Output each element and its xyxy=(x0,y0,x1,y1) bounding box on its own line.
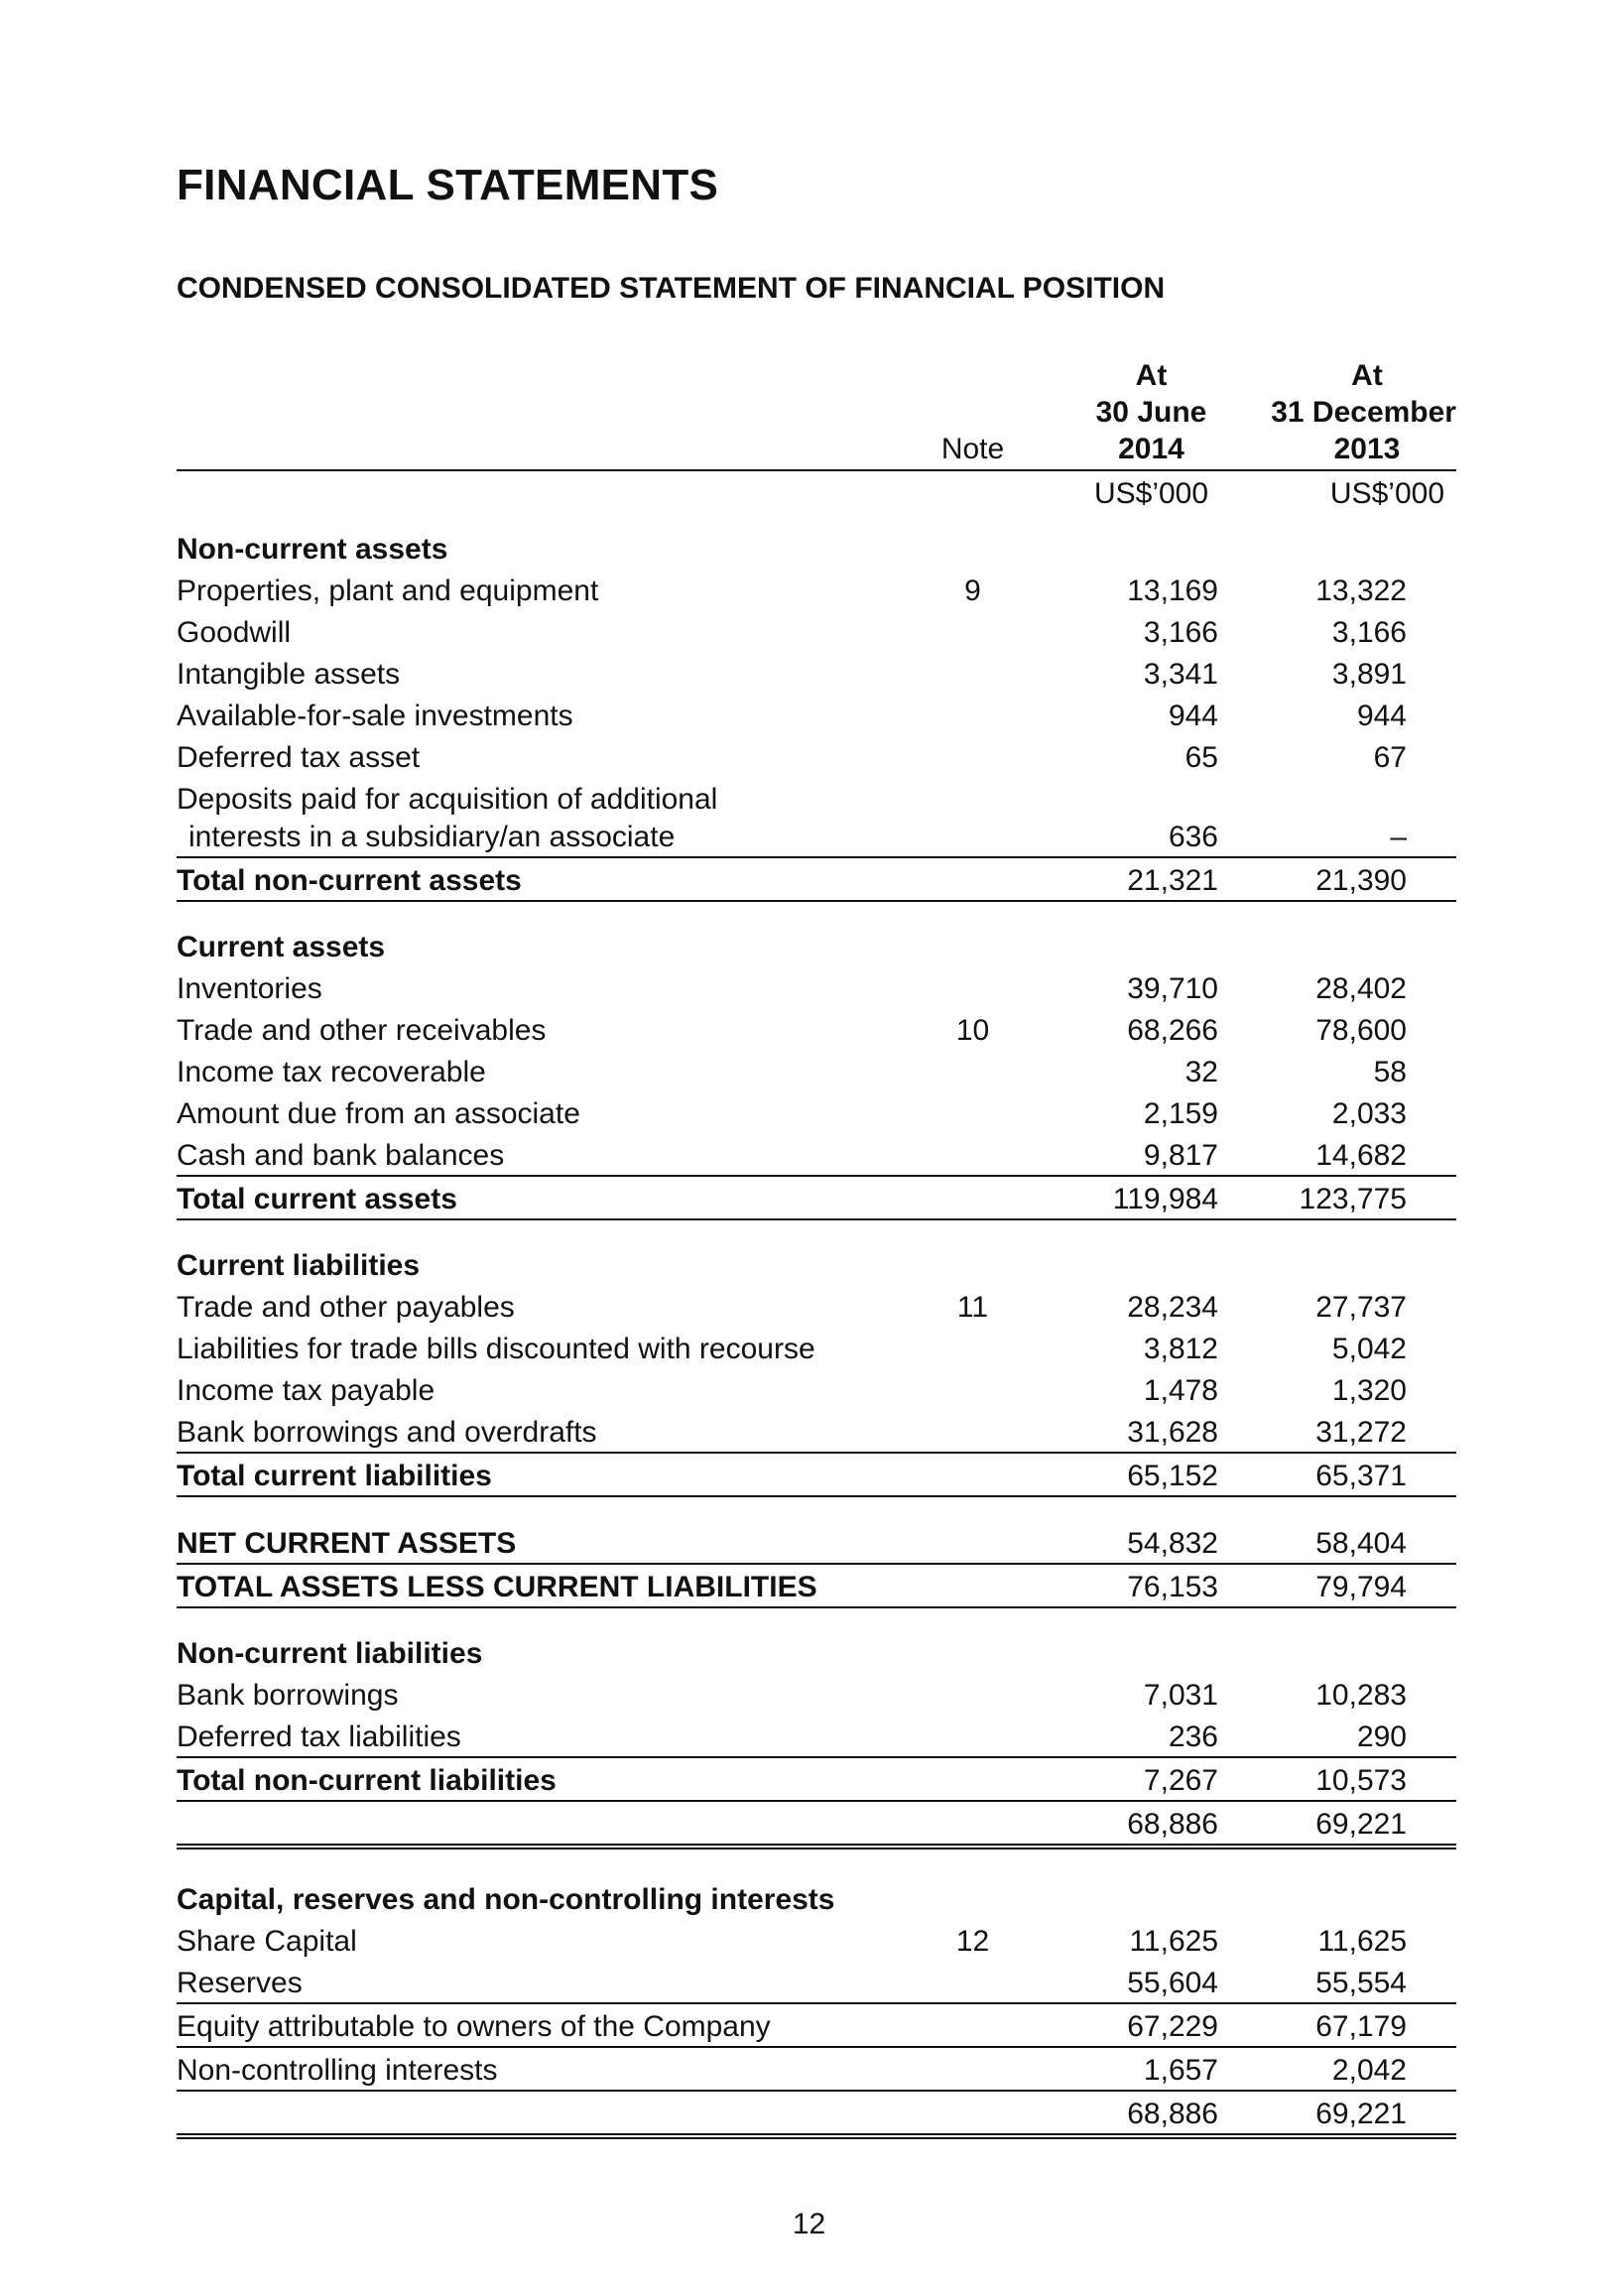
table-row: Deposits paid for acquisition of additional interests in a subsidiary/an associate 636 – xyxy=(177,777,1456,857)
statement-page xyxy=(177,159,1456,2130)
column-header-2014 xyxy=(1055,357,1248,470)
col2-line3: 2013 xyxy=(1333,433,1401,465)
table-row: Share Capital 12 11,625 11,625 xyxy=(177,1925,1407,1958)
table-row: Income tax recoverable 32 58 xyxy=(177,1056,1407,1088)
table-row: Deferred tax liabilities 236 290 xyxy=(177,1721,1407,1753)
col2-line1: At xyxy=(1351,359,1383,392)
table-row: Bank borrowings and overdrafts 31,628 31,272 xyxy=(177,1416,1407,1449)
unit-2013: US$’000 xyxy=(1329,477,1444,510)
section-heading: Non-current assets xyxy=(177,533,448,566)
col2-line2: 31 December xyxy=(1271,396,1456,429)
table-row: Non-controlling interests 1,657 2,042 xyxy=(177,2047,1456,2091)
table-row: Available-for-sale investments 944 944 xyxy=(177,700,1407,732)
table-row: Cash and bank balances 9,817 14,682 xyxy=(177,1139,1407,1172)
table-row: Amount due from an associate 2,159 2,033 xyxy=(177,1097,1407,1130)
total-equity-row: 68,886 69,221 xyxy=(177,2091,1456,2136)
col1-line2: 30 June xyxy=(1095,396,1207,429)
statement-title: CONDENSED CONSOLIDATED STATEMENT OF FINANCIAL POSITION xyxy=(177,272,1166,305)
total-assets-less-cl-row: TOTAL ASSETS LESS CURRENT LIABILITIES 76,153 79,794 xyxy=(177,1564,1456,1607)
unit-2014: US$’000 xyxy=(1093,477,1209,510)
financial-position-table xyxy=(177,357,1456,2139)
row-label-line1: Deposits paid for acquisition of additional xyxy=(177,783,718,816)
table-row: Properties, plant and equipment 9 13,169 13,322 xyxy=(177,574,1407,607)
table-row: Equity attributable to owners of the Company 67,229 67,179 xyxy=(177,2003,1456,2047)
note-column-header: Note xyxy=(891,357,1055,470)
table-row: Reserves 55,604 55,554 xyxy=(177,1961,1456,2003)
section-heading: Capital, reserves and non-controlling interests xyxy=(177,1883,835,1916)
table-row: Trade and other payables 11 28,234 27,737 xyxy=(177,1291,1407,1324)
section-heading: Current assets xyxy=(177,931,386,963)
table-row: Bank borrowings 7,031 10,283 xyxy=(177,1679,1407,1712)
table-row: Goodwill 3,166 3,166 xyxy=(177,616,1407,649)
section-heading: Non-current liabilities xyxy=(177,1637,483,1670)
column-header-2013 xyxy=(1248,357,1456,470)
net-current-assets-row: NET CURRENT ASSETS 54,832 58,404 xyxy=(177,1496,1456,1564)
table-row: Trade and other receivables 10 68,266 78,600 xyxy=(177,1014,1407,1047)
row-label-line2: interests in a subsidiary/an associate xyxy=(188,821,676,853)
table-row: Deferred tax asset 65 67 xyxy=(177,741,1407,774)
total-row: Total non-current liabilities 7,267 10,573 xyxy=(177,1757,1456,1801)
total-row: Total current liabilities 65,152 65,371 xyxy=(177,1453,1456,1496)
total-row: Total non-current assets 21,321 21,390 xyxy=(177,857,1456,901)
net-assets-row: 68,886 69,221 xyxy=(177,1801,1456,1847)
table-row: Inventories 39,710 28,402 xyxy=(177,972,1407,1005)
header-label-cell xyxy=(177,357,891,470)
unit-row xyxy=(177,470,1456,513)
col1-line3: 2014 xyxy=(1118,433,1184,465)
total-row: Total current assets 119,984 123,775 xyxy=(177,1176,1456,1219)
col1-line1: At xyxy=(1135,359,1168,392)
table-row: Liabilities for trade bills discounted with recourse 3,812 5,042 xyxy=(177,1333,1407,1365)
table-row: Intangible assets 3,341 3,891 xyxy=(177,658,1407,691)
page-number: 12 xyxy=(792,2208,826,2240)
column-header-row xyxy=(177,357,1456,470)
page-title: FINANCIAL STATEMENTS xyxy=(177,161,719,209)
section-heading: Current liabilities xyxy=(177,1249,421,1282)
table-row: Income tax payable 1,478 1,320 xyxy=(177,1374,1407,1407)
